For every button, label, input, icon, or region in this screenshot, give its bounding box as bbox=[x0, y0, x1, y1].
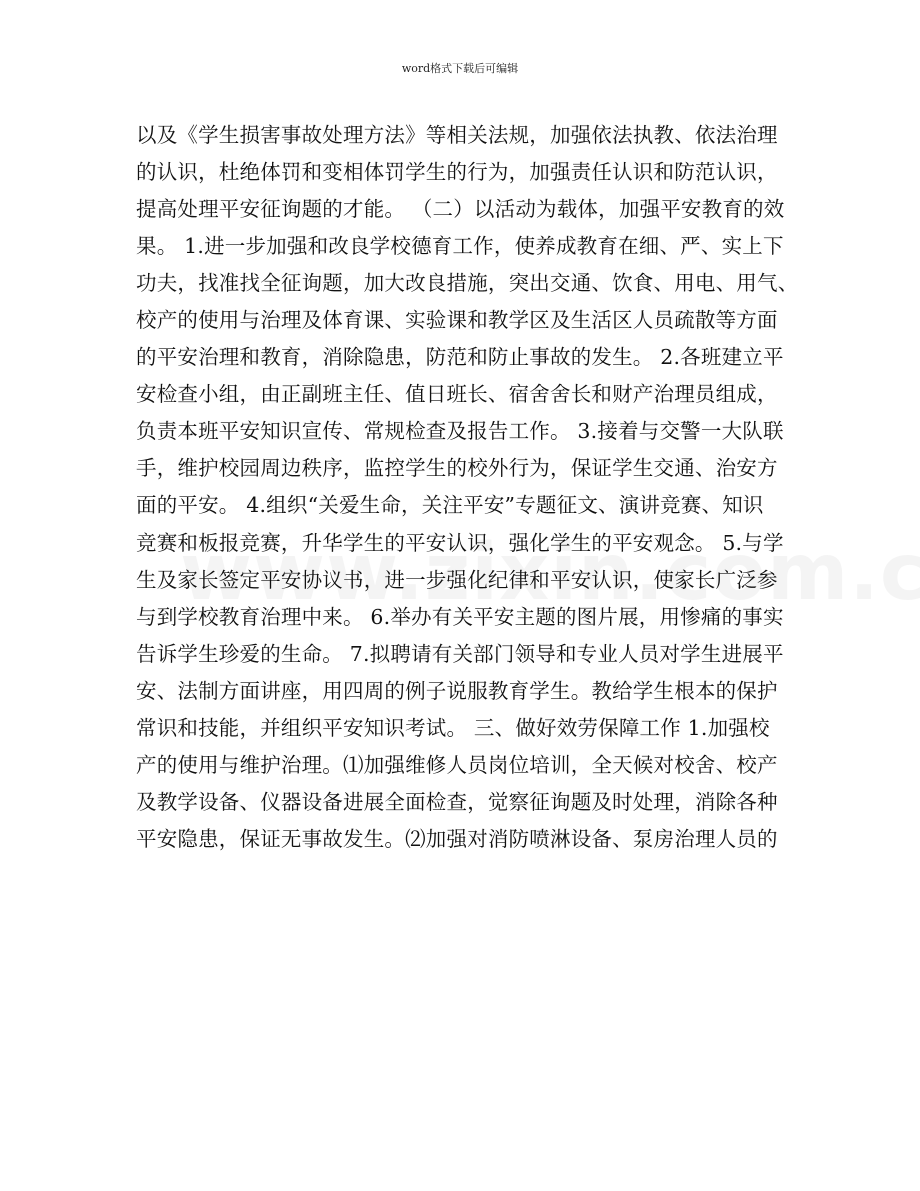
text-line: 平安隐患，保证无事故发生。⑵加强对消防喷淋设备、泵房治理人员的 bbox=[136, 826, 778, 851]
text-line: 产的使用与维护治理。⑴加强维修人员岗位培训，全天候对校舍、校产 bbox=[136, 752, 778, 777]
text-line: 及教学设备、仪器设备进展全面检查，觉察征询题及时处理，消除各种 bbox=[136, 789, 778, 814]
text-line: 以及《学生损害事故处理方法》等相关法规，加强依法执教、依法治理 bbox=[136, 123, 778, 147]
text-line: 生及家长签定平安协议书，进一步强化纪律和平安认识，使家长广泛参 bbox=[136, 567, 778, 592]
page-header: word格式下载后可编辑 bbox=[401, 62, 519, 75]
text-line: 面的平安。 4.组织“关爱生命，关注平安”专题征文、演讲竞赛、知识 bbox=[136, 493, 764, 518]
text-line: 的平安治理和教育，消除隐患，防范和防止事故的发生。 2.各班建立平 bbox=[136, 345, 784, 370]
text-line: 安检查小组，由正副班主任、值日班长、宿舍舍长和财产治理员组成， bbox=[136, 382, 778, 407]
body-text bbox=[136, 117, 799, 858]
text-line: 告诉学生珍爱的生命。 7.拟聘请有关部门领导和专业人员对学生进展平 bbox=[136, 641, 784, 666]
text-line: 竞赛和板报竞赛，升华学生的平安认识，强化学生的平安观念。 5.与学 bbox=[136, 530, 784, 555]
text-line: 安、法制方面讲座，用四周的例子说服教育学生。教给学生根本的保护 bbox=[136, 678, 778, 703]
text-line: 常识和技能，并组织平安知识考试。 三、做好效劳保障工作 1.加强校 bbox=[136, 715, 770, 740]
text-line: 的认识，杜绝体罚和变相体罚学生的行为，加强责任认识和防范认识， bbox=[136, 160, 778, 185]
text-line: 与到学校教育治理中来。 6.举办有关平安主题的图片展，用惨痛的事实 bbox=[136, 604, 784, 629]
text-line: 功夫，找准找全征询题，加大改良措施，突出交通、饮食、用电、用气、 bbox=[136, 271, 799, 296]
text-line: 校产的使用与治理及体育课、实验课和教学区及生活区人员疏散等方面 bbox=[136, 308, 778, 333]
text-line: 提高处理平安征询题的才能。 （二）以活动为载体，加强平安教育的效 bbox=[136, 197, 785, 222]
text-line: 负责本班平安知识宣传、常规检查及报告工作。 3.接着与交警一大队联 bbox=[136, 419, 784, 444]
text-line: 果。 1.进一步加强和改良学校德育工作，使养成教育在细、严、实上下 bbox=[136, 234, 784, 259]
text-line: 手，维护校园周边秩序，监控学生的校外行为，保证学生交通、治安方 bbox=[136, 456, 778, 481]
